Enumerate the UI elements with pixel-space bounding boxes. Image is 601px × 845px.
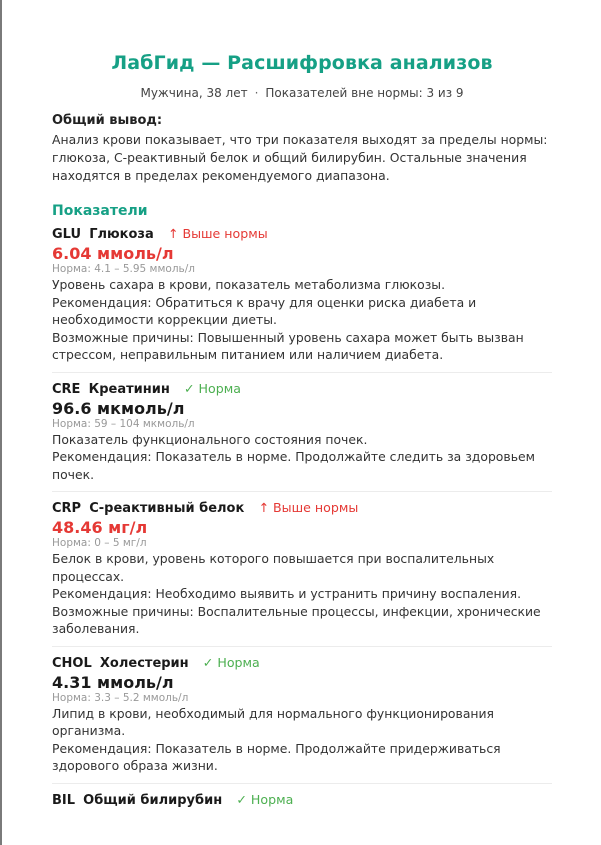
indicator-value: 48.46 мг/л bbox=[52, 518, 148, 537]
indicator-list bbox=[52, 224, 552, 824]
status-label: Норма bbox=[250, 791, 294, 807]
out-of-range-count: Показателей вне нормы: 3 из 9 bbox=[265, 86, 464, 100]
section-title-indicators: Показатели bbox=[52, 203, 148, 219]
indicator-recommendation: Рекомендация: Необходимо выявить и устранить причину воспаления. bbox=[52, 586, 522, 601]
indicator-value: 4.31 ммоль/л bbox=[52, 672, 174, 692]
indicator-norm: Норма: 0 – 5 мг/л bbox=[52, 537, 147, 549]
separator-dot: · bbox=[254, 86, 259, 100]
indicator-item-bil bbox=[52, 790, 552, 818]
indicator-recommendation: Рекомендация: Показатель в норме. Продолжайте придерживаться здорового образа жизни. bbox=[52, 740, 501, 773]
window-left-border bbox=[0, 0, 2, 845]
checkmark-icon: ✓ bbox=[183, 380, 195, 396]
status-label: Выше нормы bbox=[182, 226, 268, 241]
status-badge bbox=[184, 381, 241, 396]
indicator-name: Глюкоза bbox=[89, 227, 154, 242]
indicator-causes: Возможные причины: Повышенный уровень сахара может быть вызван стрессом, неправильным питанием или наличием диабета. bbox=[52, 329, 524, 362]
arrow-up-icon: ↑ bbox=[167, 226, 179, 241]
status-badge bbox=[168, 226, 268, 241]
indicator-value: 96.6 мкмоль/л bbox=[52, 398, 185, 418]
indicator-header bbox=[52, 653, 552, 673]
indicator-item-glu bbox=[52, 224, 552, 373]
indicator-name: Холестерин bbox=[99, 655, 189, 671]
indicator-recommendation: Рекомендация: Показатель в норме. Продолжайте следить за здоровьем почек. bbox=[52, 449, 535, 482]
indicator-norm: Норма: 4.1 – 5.95 ммоль/л bbox=[52, 263, 195, 275]
indicator-norm: Норма: 3.3 – 5.2 ммоль/л bbox=[52, 691, 189, 704]
indicator-header bbox=[52, 379, 552, 399]
indicator-code: GLU bbox=[52, 227, 82, 242]
indicator-description: Уровень сахара в крови, показатель метаболизма глюкозы. bbox=[52, 277, 446, 292]
status-label: Норма bbox=[217, 654, 260, 670]
indicator-code: CHOL bbox=[52, 655, 92, 671]
indicator-header bbox=[52, 498, 552, 518]
indicator-item-cre bbox=[52, 379, 552, 493]
status-badge bbox=[236, 792, 293, 807]
indicator-code: CRE bbox=[52, 381, 81, 397]
indicator-name: Креатинин bbox=[88, 381, 170, 397]
indicator-recommendation: Рекомендация: Обратиться к врачу для оценки риска диабета и необходимости коррекции диеты. bbox=[52, 294, 477, 327]
summary-text: Анализ крови показывает, что три показателя выходят за пределы нормы: глюкоза, С-реактивный белок и общий билирубин. Остальные значения находятся в пределах рекомендуемого диапазона. bbox=[52, 132, 548, 183]
status-label: Выше нормы bbox=[273, 500, 359, 515]
indicator-code: BIL bbox=[52, 792, 76, 808]
indicator-code: CRP bbox=[52, 501, 82, 516]
status-badge bbox=[258, 500, 358, 515]
summary-block bbox=[52, 112, 552, 185]
page-title: ЛабГид — Расшифровка анализов bbox=[111, 52, 493, 74]
indicator-description: Белок в крови, уровень которого повышается при воспалительных процессах. bbox=[52, 551, 495, 584]
indicator-description: Показатель функционального состояния почек. bbox=[52, 431, 368, 447]
arrow-up-icon: ↑ bbox=[258, 500, 270, 515]
indicator-description: Липид в крови, необходимый для нормального функционирования организма. bbox=[52, 705, 495, 738]
indicator-norm: Норма: 59 – 104 мкмоль/л bbox=[52, 417, 195, 430]
indicator-header bbox=[52, 790, 552, 810]
indicator-value: 6.04 ммоль/л bbox=[52, 244, 174, 263]
indicator-item-chol bbox=[52, 653, 552, 784]
patient-label: Мужчина, 38 лет bbox=[140, 86, 248, 100]
status-badge bbox=[203, 655, 260, 670]
status-label: Норма bbox=[198, 380, 241, 396]
indicator-name: С-реактивный белок bbox=[89, 501, 245, 516]
summary-heading: Общий вывод: bbox=[52, 113, 163, 128]
patient-info bbox=[52, 85, 552, 101]
indicator-header bbox=[52, 224, 552, 244]
indicator-name: Общий билирубин bbox=[83, 792, 223, 808]
indicator-item-crp bbox=[52, 498, 552, 647]
indicator-causes: Возможные причины: Воспалительные процессы, инфекции, хронические заболевания. bbox=[52, 603, 541, 636]
checkmark-icon: ✓ bbox=[236, 791, 247, 807]
checkmark-icon: ✓ bbox=[202, 654, 214, 670]
